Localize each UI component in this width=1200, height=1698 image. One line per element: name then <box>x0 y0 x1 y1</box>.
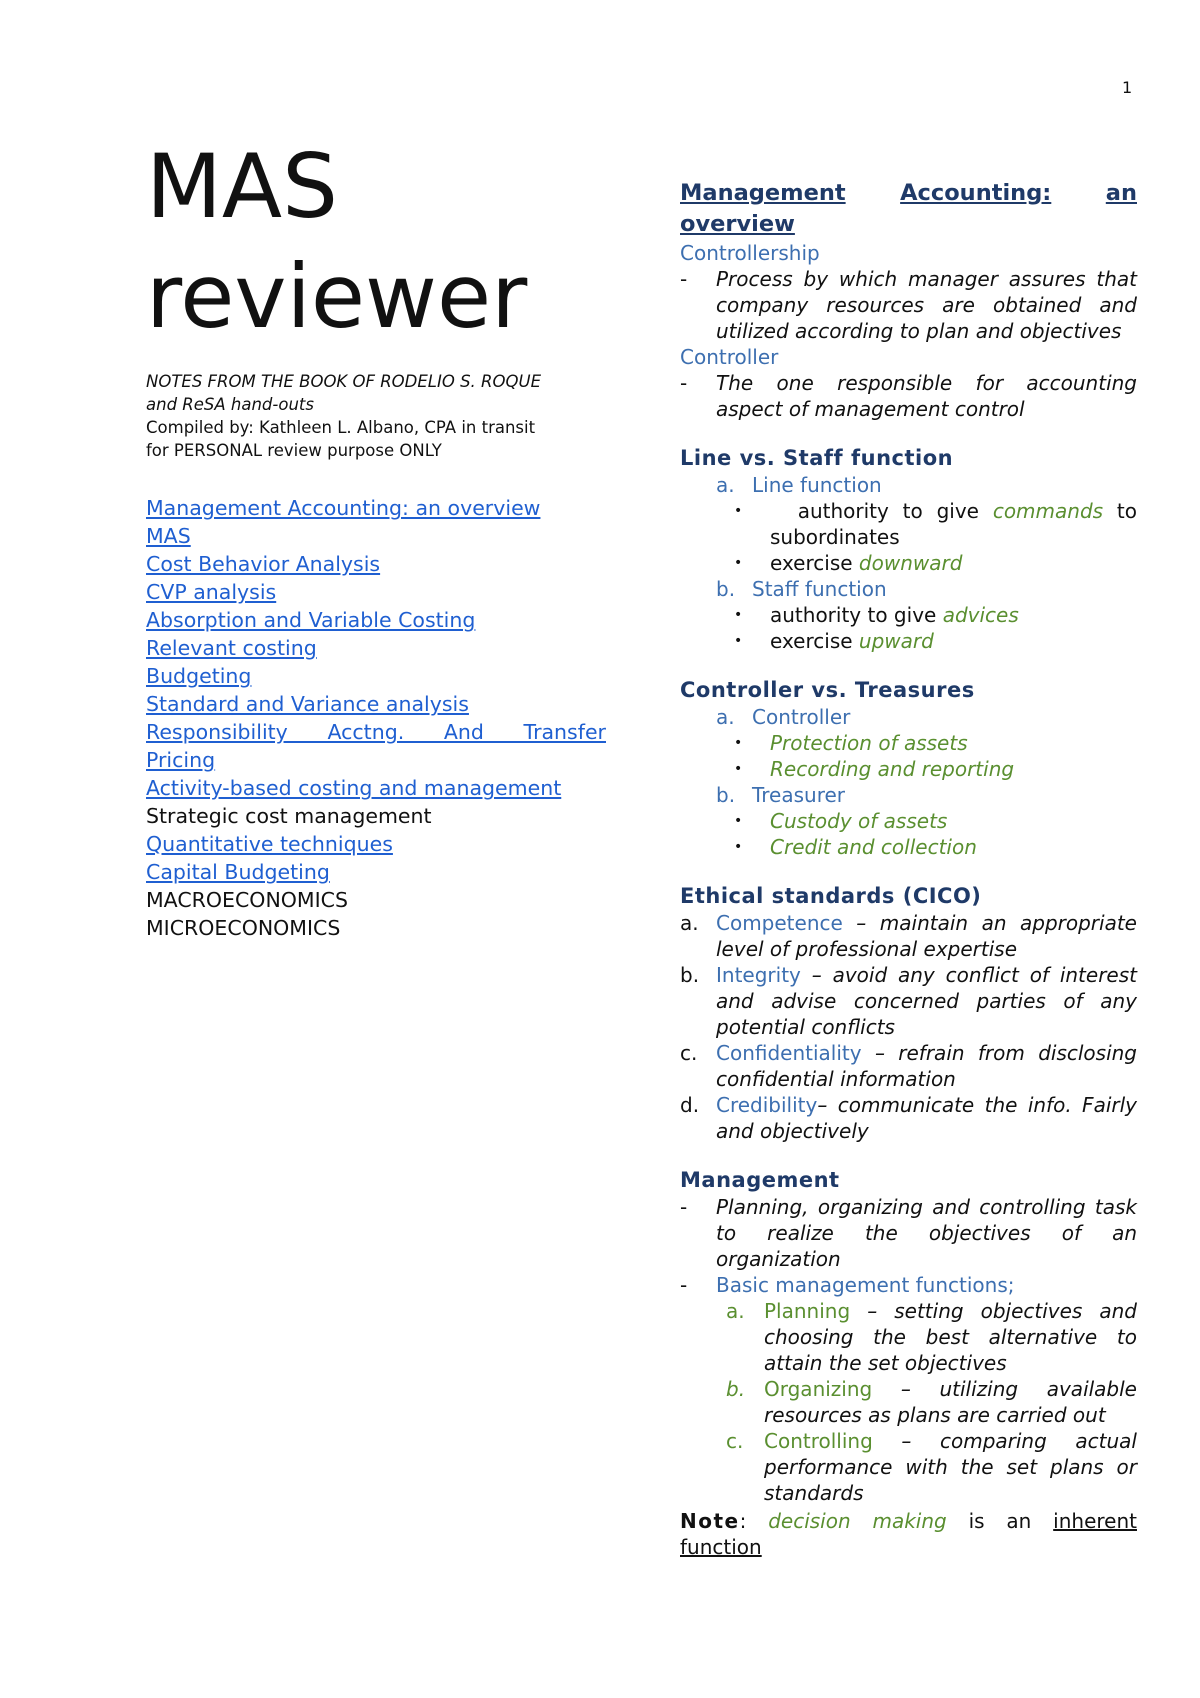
list-marker: b. <box>716 783 736 807</box>
toc-link-standard-variance[interactable]: Standard and Variance analysis <box>146 692 469 716</box>
table-of-contents <box>146 494 606 942</box>
ethics-label: Confidentiality <box>716 1041 862 1065</box>
toc-link-budgeting[interactable]: Budgeting <box>146 664 252 688</box>
controllership-label: Controllership <box>680 241 820 265</box>
toc-link-cost-behavior[interactable]: Cost Behavior Analysis <box>146 552 381 576</box>
section-heading-management: Management <box>680 1168 840 1192</box>
function-text: – setting objectives and choosing the best alternative to attain the set objectives <box>764 1299 1137 1375</box>
basic-functions-item <box>680 1272 1137 1298</box>
function-text: – utilizing available resources as plans are carried out <box>764 1377 1137 1427</box>
controller-label: Controller <box>752 705 851 729</box>
bullet-item <box>734 498 1137 550</box>
heading-word: an <box>1105 180 1137 206</box>
note-label: Note <box>680 1509 740 1533</box>
left-column <box>146 132 606 942</box>
note-underlined: inherent <box>1053 1509 1137 1533</box>
bullet-text: exercise <box>770 551 859 575</box>
list-item <box>716 472 1137 498</box>
bullet-item <box>734 730 1137 756</box>
bullet-item <box>734 834 1137 860</box>
staff-function-label: Staff function <box>752 577 887 601</box>
bullet-text: authority to give <box>797 499 993 523</box>
notes-line-2: and ReSA hand-outs <box>146 395 314 414</box>
section-heading-line-staff: Line vs. Staff function <box>680 446 954 470</box>
bullet-text: to subordinates <box>770 499 1137 549</box>
definition-text: Process by which manager assures that company resources are obtained and utilized according to plan and objectives <box>716 267 1137 343</box>
dash-marker: - <box>680 267 688 291</box>
list-item <box>716 576 1137 602</box>
list-item <box>716 704 1137 730</box>
definition-text: The one responsible for accounting aspect of management control <box>716 371 1137 421</box>
line-function-label: Line function <box>752 473 882 497</box>
function-text: – comparing actual performance with the set plans or standards <box>764 1429 1137 1505</box>
ethics-label: Credibility <box>716 1093 818 1117</box>
section-heading-ethical-standards: Ethical standards (CICO) <box>680 884 982 908</box>
ethics-text: – refrain from disclosing confidential information <box>716 1041 1137 1091</box>
controllership-definition <box>680 266 1137 344</box>
controller-definition <box>680 370 1137 422</box>
bullet-text: Protection of assets <box>770 731 968 755</box>
page-number: 1 <box>1122 78 1133 97</box>
bullet-item <box>734 628 1137 654</box>
list-item <box>716 782 1137 808</box>
bullet-icon: • <box>734 761 743 777</box>
toc-link-cvp[interactable]: CVP analysis <box>146 580 277 604</box>
treasurer-label: Treasurer <box>752 783 846 807</box>
list-marker: a. <box>716 705 735 729</box>
toc-link-responsibility[interactable]: Responsibility Acctng. And Transfer <box>146 720 606 744</box>
function-label: Organizing <box>764 1377 873 1401</box>
bullet-icon: • <box>734 503 743 519</box>
management-function-item <box>726 1376 1137 1428</box>
ethics-text: – maintain an appropriate level of professional expertise <box>716 911 1137 961</box>
emphasis-text: upward <box>858 629 934 653</box>
list-marker: a. <box>680 911 699 935</box>
bullet-item <box>734 756 1137 782</box>
source-notes <box>146 370 606 462</box>
basic-functions-label: Basic management functions; <box>716 1273 1015 1297</box>
title-line-1: MAS <box>146 135 338 238</box>
bullet-text: authority to give <box>770 603 943 627</box>
toc-item-microeconomics: MICROECONOMICS <box>146 916 341 940</box>
right-column <box>680 178 1137 1560</box>
list-marker: c. <box>726 1429 744 1453</box>
heading-word: Accounting: <box>900 180 1052 206</box>
bullet-item <box>734 808 1137 834</box>
function-label: Planning <box>764 1299 851 1323</box>
compiled-line-1: Compiled by: Kathleen L. Albano, CPA in transit <box>146 418 536 437</box>
definition-text: Planning, organizing and controlling task to realize the objectives of an organization <box>716 1195 1137 1271</box>
ethics-label: Competence <box>716 911 843 935</box>
list-marker: b. <box>716 577 736 601</box>
note-emphasis: decision making <box>768 1509 947 1533</box>
toc-link-quantitative[interactable]: Quantitative techniques <box>146 832 393 856</box>
bullet-text: Custody of assets <box>770 809 948 833</box>
toc-link-capital-budgeting[interactable]: Capital Budgeting <box>146 860 330 884</box>
toc-item-strategic: Strategic cost management <box>146 804 432 828</box>
bullet-icon: • <box>734 555 743 571</box>
bullet-icon: • <box>734 813 743 829</box>
management-function-item <box>726 1298 1137 1376</box>
compiled-line-2: for PERSONAL review purpose ONLY <box>146 441 442 460</box>
bullet-icon: • <box>734 839 743 855</box>
list-marker: a. <box>716 473 735 497</box>
ethics-label: Integrity <box>716 963 801 987</box>
note-colon: : <box>739 1509 769 1533</box>
emphasis-text: downward <box>858 551 963 575</box>
bullet-icon: • <box>734 735 743 751</box>
bullet-icon: • <box>734 633 743 649</box>
bullet-item <box>734 550 1137 576</box>
bullet-text: exercise <box>770 629 859 653</box>
notes-line-1: NOTES FROM THE BOOK OF RODELIO S. ROQUE <box>146 372 541 391</box>
list-marker: a. <box>726 1299 745 1323</box>
toc-link-mas[interactable]: MAS <box>146 524 191 548</box>
ethics-text: – avoid any conflict of interest and advise concerned parties of any potential conflicts <box>716 963 1137 1039</box>
list-marker: d. <box>680 1093 700 1117</box>
ethics-text: – communicate the info. Fairly and objectively <box>716 1093 1137 1143</box>
bullet-text: Credit and collection <box>770 835 977 859</box>
management-function-item <box>726 1428 1137 1506</box>
dash-marker: - <box>680 371 688 395</box>
list-marker: c. <box>680 1041 698 1065</box>
toc-link-pricing[interactable]: Pricing <box>146 748 216 772</box>
ethics-item <box>680 962 1137 1040</box>
toc-link-absorption-variable[interactable]: Absorption and Variable Costing <box>146 608 476 632</box>
ethics-item <box>680 910 1137 962</box>
note-underlined: function <box>680 1535 762 1559</box>
function-label: Controlling <box>764 1429 873 1453</box>
bullet-text: Recording and reporting <box>770 757 1015 781</box>
emphasis-text: commands <box>992 499 1104 523</box>
note-text: is an <box>946 1509 1054 1533</box>
section-heading-controller-treasures: Controller vs. Treasures <box>680 678 975 702</box>
emphasis-text: advices <box>942 603 1019 627</box>
controller-label: Controller <box>680 345 779 369</box>
document-title <box>146 132 606 352</box>
toc-link-activity-based[interactable]: Activity-based costing and management <box>146 776 562 800</box>
note-paragraph <box>680 1508 1137 1560</box>
toc-item-macroeconomics: MACROECONOMICS <box>146 888 348 912</box>
list-marker: b. <box>726 1377 746 1401</box>
section-heading-management-accounting <box>680 178 1137 240</box>
bullet-item <box>734 602 1137 628</box>
heading-word: Management <box>680 180 846 206</box>
toc-link-relevant-costing[interactable]: Relevant costing <box>146 636 317 660</box>
management-definition <box>680 1194 1137 1272</box>
ethics-item <box>680 1040 1137 1092</box>
dash-marker: - <box>680 1195 688 1219</box>
dash-marker: - <box>680 1273 688 1297</box>
bullet-icon: • <box>734 607 743 623</box>
title-line-2: reviewer <box>146 245 528 348</box>
toc-link-management-accounting[interactable]: Management Accounting: an overview <box>146 496 541 520</box>
heading-word: overview <box>680 211 795 237</box>
ethics-item <box>680 1092 1137 1144</box>
list-marker: b. <box>680 963 700 987</box>
